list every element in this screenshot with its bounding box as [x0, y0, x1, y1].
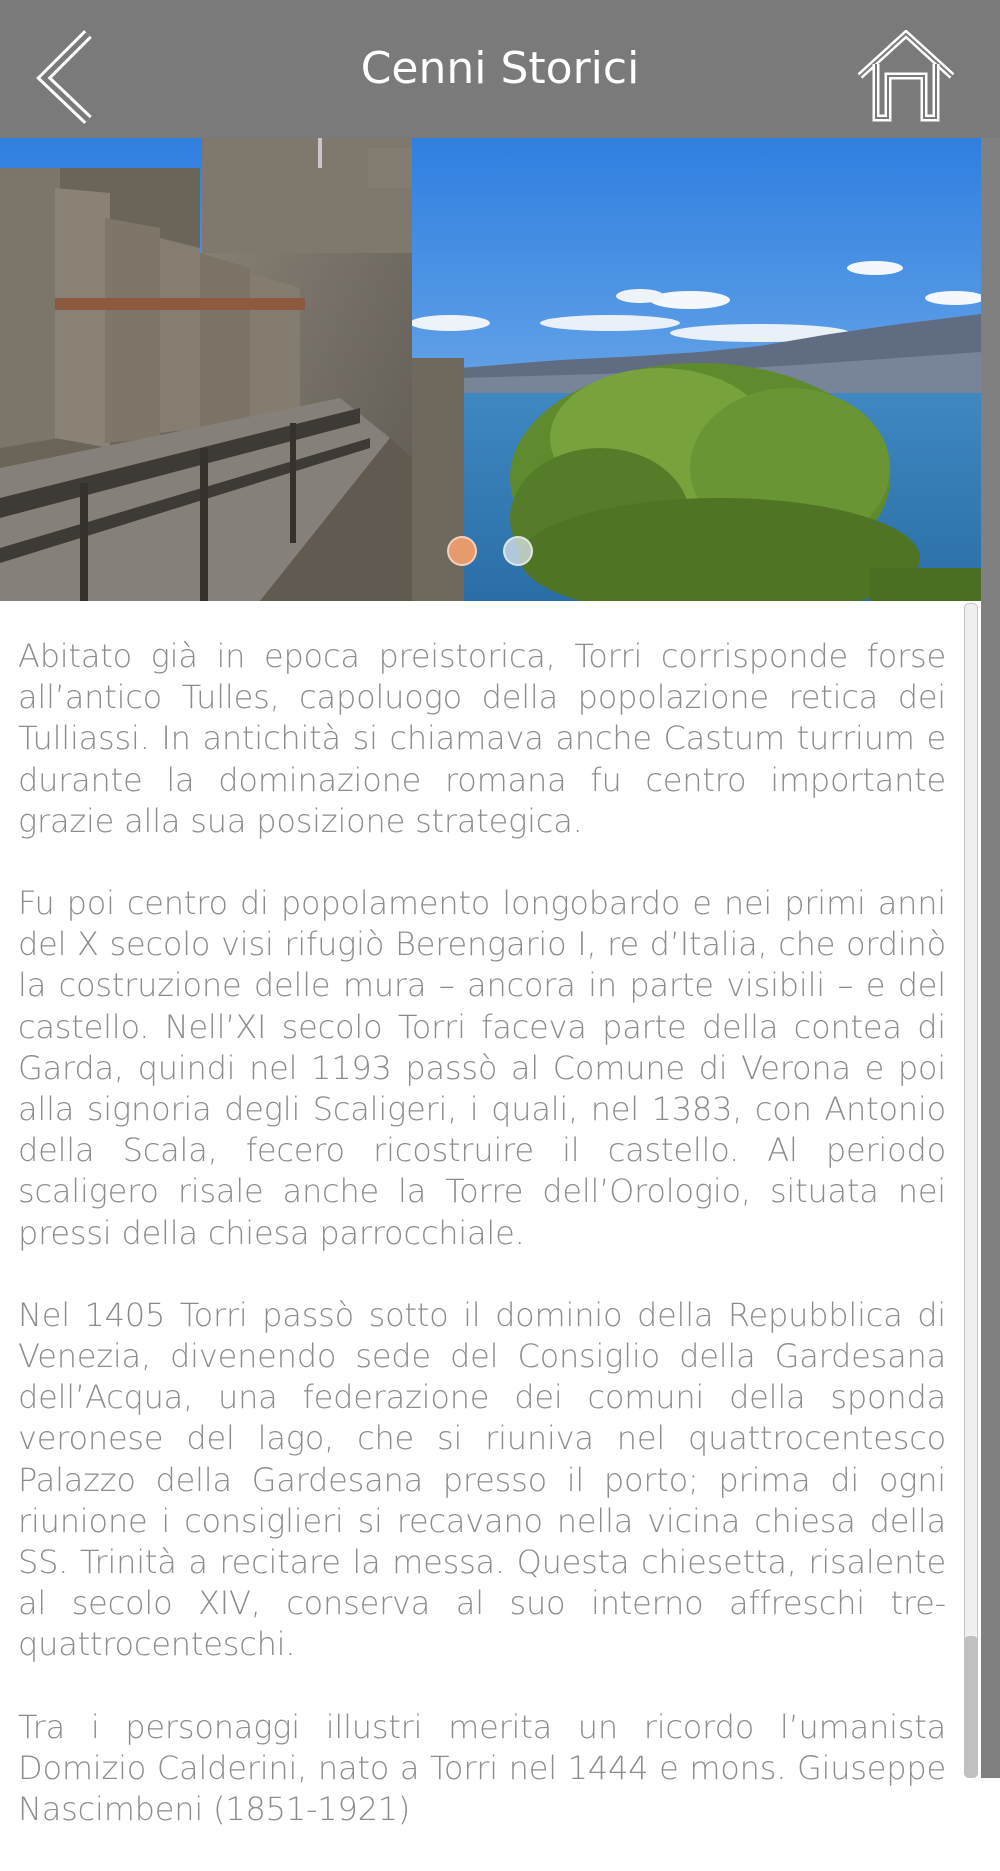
- photo-castle-lake: [0, 138, 981, 601]
- image-carousel[interactable]: [0, 138, 981, 601]
- scrollbar-track[interactable]: [964, 603, 978, 1778]
- home-button[interactable]: [856, 30, 956, 122]
- carousel-dot-1[interactable]: [447, 536, 477, 566]
- paragraph-4: Tra i personaggi illustri merita un ricordo l’umanista Domizio Calderini, nato a Torri nel 1444 e mons. Giuseppe Nascimbeni (1851-1921): [18, 1707, 946, 1829]
- home-icon: [856, 30, 956, 122]
- back-button[interactable]: [36, 30, 100, 124]
- side-strip: [981, 138, 1000, 1778]
- app-header: [0, 0, 1000, 138]
- article-body: [18, 636, 946, 1871]
- carousel-dot-2[interactable]: [503, 536, 533, 566]
- page-title: Cenni Storici: [360, 43, 640, 94]
- scrollbar-thumb[interactable]: [964, 1636, 978, 1778]
- paragraph-2: Fu poi centro di popolamento longobardo e nei primi anni del X secolo visi rifugiò Berengario I, re d’Italia, che ordinò la costruzione delle mura – ancora in parte visibili – e del castello. Nell’XI secolo Torri faceva parte della contea di Garda, quindi nel 1193 passò al Comune di Verona e poi alla signoria degli Scaligeri, i quali, nel 1383, con Antonio della Scala, fecero ricostruire il castello. Al periodo scaligero risale anche la Torre dell’Orologio, situata nei pressi della chiesa parrocchiale.: [18, 884, 946, 1252]
- paragraph-1: Abitato già in epoca preistorica, Torri corrisponde forse all’antico Tulles, capoluogo della popolazione retica dei Tulliassi. In antichità si chiamava anche Castum turrium e durante la dominazione romana fu centro importante grazie alla sua posizione strategica.: [18, 637, 946, 840]
- chevron-left-icon: [36, 30, 100, 124]
- paragraph-3: Nel 1405 Torri passò sotto il dominio della Repubblica di Venezia, divenendo sede del Consiglio della Gardesana dell’Acqua, una federazione dei comuni della sponda veronese del lago, che si riuniva nel quattrocentesco Palazzo della Gardesana presso il porto; prima di ogni riunione i consiglieri si recavano nella vicina chiesa della SS. Trinità a recitare la messa. Questa chiesetta, risalente al secolo XIV, conserva al suo interno affreschi tre-quattrocenteschi.: [18, 1295, 946, 1664]
